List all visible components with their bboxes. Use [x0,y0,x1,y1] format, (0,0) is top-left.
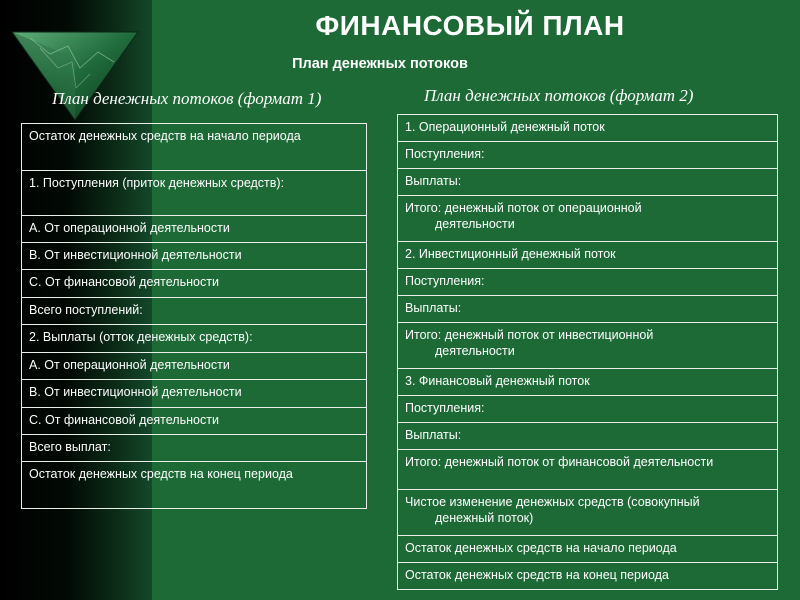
format2-row-line: Итого: денежный поток от операционной [405,201,642,215]
format2-row-line: деятельности [435,217,515,231]
format2-row: Остаток денежных средств на начало периода [398,536,778,563]
format1-row: 2. Выплаты (отток денежных средств): [22,325,367,353]
format2-row: Поступления: [398,142,778,169]
format1-heading: План денежных потоков (формат 1) [52,89,322,108]
format1-row: С. От финансовой деятельности [22,270,367,298]
format2-row-line: деятельности [435,344,515,358]
format2-row-line: Итого: денежный поток от инвестиционной [405,328,654,342]
slide-title: ФИНАНСОВЫЙ ПЛАН [315,10,625,41]
format1-row: В. От инвестиционной деятельности [22,380,367,408]
format1-row: Остаток денежных средств на конец периода [22,462,367,509]
format1-row: А. От операционной деятельности [22,216,367,243]
format1-row: Остаток денежных средств на начало периода [22,124,367,171]
format2-row: Поступления: [398,269,778,296]
format2-row [398,490,778,536]
format2-row: Остаток денежных средств на конец периода [398,563,778,590]
format1-row: Всего выплат: [22,435,367,462]
format1-row: В. От инвестиционной деятельности [22,243,367,270]
format1-row: Всего поступлений: [22,298,367,325]
format2-row: Итого: денежный поток от финансовой деятельности [398,450,778,490]
format2-row: Выплаты: [398,169,778,196]
format1-table [21,123,367,509]
format2-row: Поступления: [398,396,778,423]
format2-row-line: денежный поток) [435,511,534,525]
format2-row: 2. Инвестиционный денежный поток [398,242,778,269]
slide-subtitle: План денежных потоков [292,56,468,72]
format2-row [398,196,778,242]
format2-row: Выплаты: [398,423,778,450]
green-marble-triangle-icon [10,28,140,124]
format2-row-line: Чистое изменение денежных средств (совокупный [405,495,700,509]
format2-heading: План денежных потоков (формат 2) [424,86,694,105]
format2-row: 3. Финансовый денежный поток [398,369,778,396]
format2-row: Выплаты: [398,296,778,323]
format2-table [397,114,778,590]
format1-row: 1. Поступления (приток денежных средств): [22,171,367,216]
format2-row: 1. Операционный денежный поток [398,115,778,142]
format2-row [398,323,778,369]
format1-row: С. От финансовой деятельности [22,408,367,435]
format1-row: А. От операционной деятельности [22,353,367,380]
